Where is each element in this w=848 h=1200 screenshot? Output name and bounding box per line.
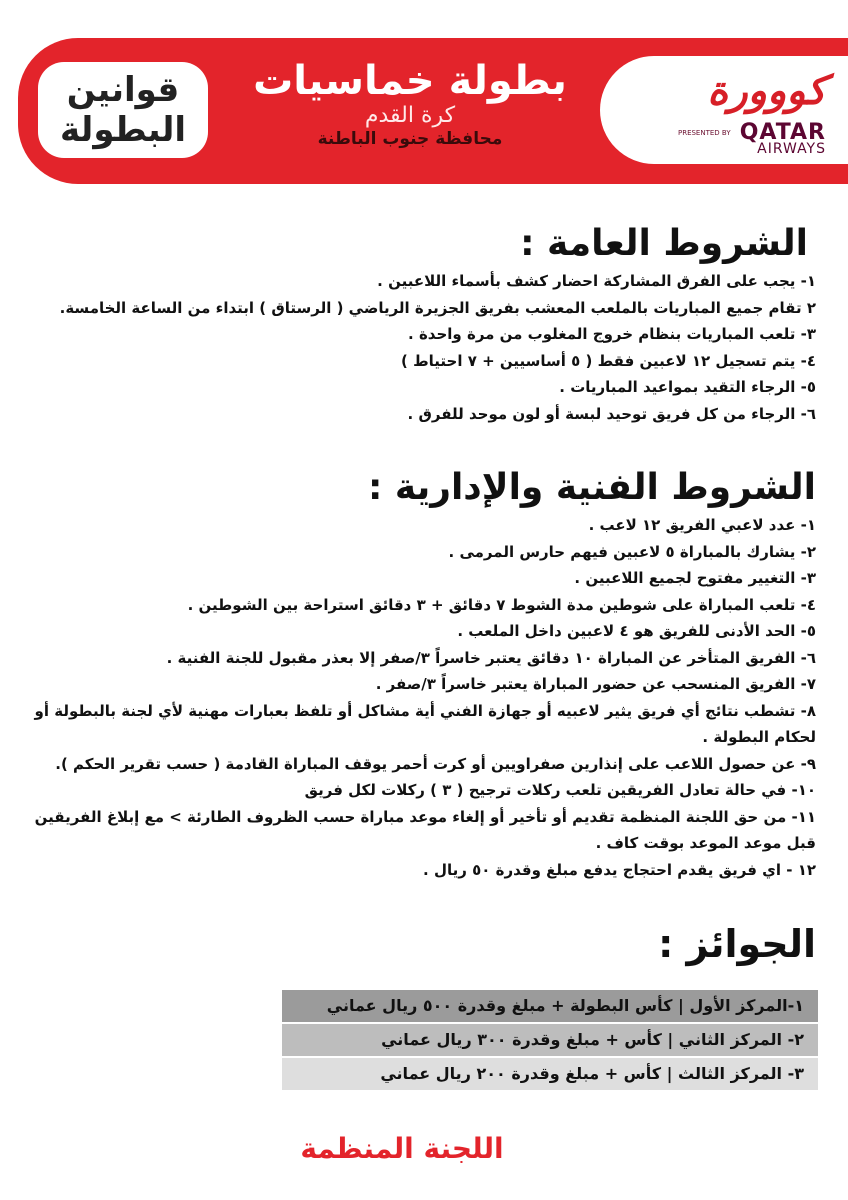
technical-item: ٢- يشارك بالمباراة ٥ لاعبين فيهم حارس المرمى . [448,542,816,561]
airline-logo [636,120,826,157]
technical-item: ١٢ - اي فريق يقدم احتجاج يدفع مبلغ وقدرة ٥٠ ريال . [423,860,816,879]
technical-item: ١٠- في حالة تعادل الفريقين تلعب ركلات ترجيح ( ٣ ) ركلات لكل فريق [304,781,816,799]
tournament-title-block [230,58,590,150]
prizes-table [282,990,818,1092]
prize-row-first: ١-المركز الأول | كأس البطولة + مبلغ وقدرة ٥٠٠ ريال عماني [282,990,818,1022]
rules-badge-line1: قوانين [66,70,180,110]
technical-item: ١١- من حق اللجنة المنظمة تقديم أو تأخير أو إلغاء موعد مباراة حسب الظروف الطارئة > مع إبلاغ الفريقين قبل موعد الموعد بوقت كاف . [34,807,816,852]
general-item: ١- يجب على الفرق المشاركة احضار كشف بأسماء اللاعبين . [377,272,816,290]
technical-item: ٤- تلعب المباراة على شوطين مدة الشوط ٧ دقائق + ٣ دقائق استراحة بين الشوطين . [187,595,816,614]
tournament-subtitle: كرة القدم [364,103,456,128]
organizing-committee: اللجنة المنظمة [300,1132,504,1165]
technical-item: ٩- عن حصول اللاعب على إنذارين صفراويين أو كرت أحمر يوقف المباراة القادمة ( حسب تقرير الحكم ). [55,754,816,773]
general-item: ٥- الرجاء التقيد بمواعيد المباريات . [559,378,816,396]
airline-name-line1: QATAR [739,120,826,145]
technical-item: ٨- تشطب نتائج أي فريق يثير لاعبيه أو جهازة الفني أية مشاكل أو تلفظ بعبارات مهنية لأي لجنة بالبطولة أو لحكام البطولة . [34,701,816,746]
prize-row-second: ٢- المركز الثاني | كأس + مبلغ وقدرة ٣٠٠ ريال عماني [282,1024,818,1056]
general-conditions-heading: الشروط العامة : [520,223,808,264]
tournament-title: بطولة خماسيات [253,58,567,104]
tournament-region: محافظة جنوب الباطنة [317,129,503,149]
airline-name-line2: AIRWAYS [757,141,826,157]
presented-by-label: PRESENTED BY [677,128,731,137]
general-item: ٦- الرجاء من كل فريق توحيد لبسة أو لون موحد للفرق . [407,404,816,423]
technical-conditions-section [26,466,816,883]
technical-item: ٧- الفريق المنسحب عن حضور المباراة يعتبر خاسراً ٣/صفر . [375,675,816,693]
prizes-section [516,922,816,966]
technical-item: ٣- التغيير مفتوح لجميع اللاعبين . [574,569,816,587]
general-item: ٣- تلعب المباريات بنظام خروج المغلوب من مرة واحدة . [408,325,816,343]
technical-item: ١- عدد لاعبي الفريق ١٢ لاعب . [588,516,816,534]
general-item: ٤- يتم تسجيل ١٢ لاعبين فقط ( ٥ أساسيين + ٧ احتياط ) [401,351,816,370]
technical-item: ٦- الفريق المتأخر عن المباراة ١٠ دقائق يعتبر خاسراً ٣/صفر إلا بعذر مقبول للجنة الفنية . [166,648,816,667]
technical-conditions-heading: الشروط الفنية والإدارية : [367,467,816,508]
general-item: ٢ تقام جميع المباريات بالملعب المعشب بفريق الجزيرة الرياضي ( الرستاق ) ابتداء من الساعة الخامسة. [59,298,816,317]
general-conditions-section [26,222,816,427]
prize-row-third: ٣- المركز الثالث | كأس + مبلغ وقدرة ٢٠٠ ريال عماني [282,1058,818,1090]
prizes-heading: الجوائز : [658,922,816,966]
technical-item: ٥- الحد الأدنى للفريق هو ٤ لاعبين داخل الملعب . [457,622,816,640]
rules-badge [38,62,208,158]
rules-badge-line2: البطولة [59,110,187,150]
sponsor-brand-logo: كووورة [707,68,826,114]
sponsor-logo-panel [600,56,848,164]
